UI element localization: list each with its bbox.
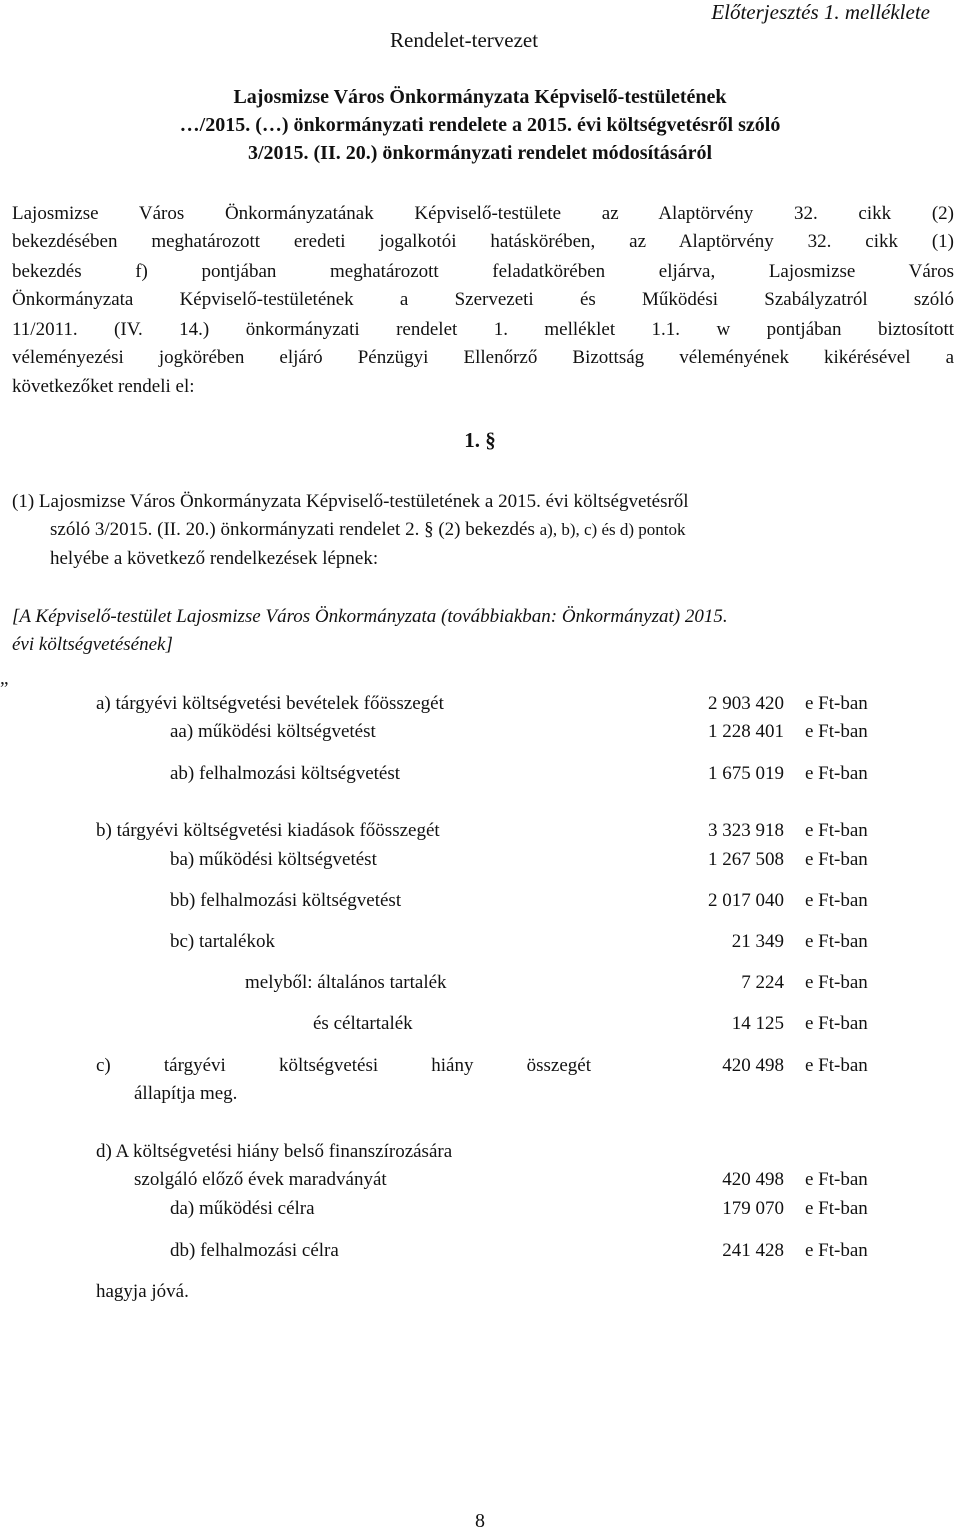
item-label-ba: ba) működési költségvetést bbox=[170, 849, 377, 870]
preamble-line-7: következőket rendeli el: bbox=[12, 376, 195, 397]
item-unit-ab: e Ft-ban bbox=[805, 763, 868, 784]
item-value-db: 241 428 bbox=[722, 1240, 784, 1261]
item-unit-aa: e Ft-ban bbox=[805, 721, 868, 742]
item-value-da: 179 070 bbox=[722, 1198, 784, 1219]
item-label-c: c) tárgyévi költségvetési hiány összegét bbox=[96, 1055, 591, 1076]
annex-label: Előterjesztés 1. melléklete bbox=[711, 0, 930, 24]
title-line-1: Lajosmizse Város Önkormányzata Képviselő-testületének bbox=[233, 86, 727, 108]
item-value-ab: 1 675 019 bbox=[708, 763, 784, 784]
item-value-general-reserve: 7 224 bbox=[741, 972, 784, 993]
item-unit-bb: e Ft-ban bbox=[805, 890, 868, 911]
item-label-general-reserve: melyből: általános tartalék bbox=[245, 972, 447, 993]
item-label-b: b) tárgyévi költségvetési kiadások főösszegét bbox=[96, 820, 440, 841]
preamble-line-2: bekezdésében meghatározott eredeti jogalkotói hatáskörében, az Alaptörvény 32. cikk (1) bbox=[12, 231, 954, 252]
item-label-c-cont: állapítja meg. bbox=[134, 1083, 238, 1104]
item-value-aa: 1 228 401 bbox=[708, 721, 784, 742]
item-value-target-reserve: 14 125 bbox=[731, 1013, 784, 1034]
amendment-line-2 bbox=[50, 516, 686, 544]
item-unit-d: e Ft-ban bbox=[805, 1169, 868, 1190]
item-unit-db: e Ft-ban bbox=[805, 1240, 868, 1261]
draft-label: Rendelet-tervezet bbox=[390, 28, 539, 52]
item-label-bb: bb) felhalmozási költségvetést bbox=[170, 890, 402, 911]
item-label-aa: aa) működési költségvetést bbox=[170, 721, 376, 742]
preamble-line-1: Lajosmizse Város Önkormányzatának Képviselő-testülete az Alaptörvény 32. cikk (2) bbox=[12, 203, 954, 224]
item-value-b: 3 323 918 bbox=[708, 820, 784, 841]
preamble-line-3: bekezdés f) pontjában meghatározott feladatkörében eljárva, Lajosmizse Város bbox=[12, 261, 954, 282]
amendment-line-3: helyébe a következő rendelkezések lépnek: bbox=[50, 548, 379, 569]
item-label-target-reserve: és céltartalék bbox=[313, 1013, 413, 1034]
item-label-d: d) A költségvetési hiány belső finanszírozására bbox=[96, 1141, 453, 1162]
opening-quote: „ bbox=[0, 668, 9, 689]
item-unit-a: e Ft-ban bbox=[805, 693, 868, 714]
item-unit-bc: e Ft-ban bbox=[805, 931, 868, 952]
item-unit-general-reserve: e Ft-ban bbox=[805, 972, 868, 993]
context-line-1: [A Képviselő-testület Lajosmizse Város Önkormányzata (továbbiakban: Önkormányzat) 2015. bbox=[12, 606, 728, 627]
item-unit-b: e Ft-ban bbox=[805, 820, 868, 841]
title-line-3: 3/2015. (II. 20.) önkormányzati rendelet módosításáról bbox=[247, 142, 713, 164]
item-label-bc: bc) tartalékok bbox=[170, 931, 275, 952]
amendment-line-2-text: szóló 3/2015. (II. 20.) önkormányzati rendelet 2. § (2) bekezdés bbox=[50, 519, 540, 540]
amendment-line-1: (1) Lajosmizse Város Önkormányzata Képviselő-testületének a 2015. évi költségvetésről bbox=[12, 491, 689, 512]
amendment-points: a), b), c) és d) pontok bbox=[539, 520, 686, 539]
item-unit-c: e Ft-ban bbox=[805, 1055, 868, 1076]
item-label-a: a) tárgyévi költségvetési bevételek főösszegét bbox=[96, 693, 444, 714]
item-label-da: da) működési célra bbox=[170, 1198, 315, 1219]
context-line-2: évi költségvetésének] bbox=[12, 634, 173, 655]
item-value-ba: 1 267 508 bbox=[708, 849, 784, 870]
item-label-db: db) felhalmozási célra bbox=[170, 1240, 339, 1261]
item-unit-da: e Ft-ban bbox=[805, 1198, 868, 1219]
closing-text: hagyja jóvá. bbox=[96, 1281, 189, 1302]
item-label-d-cont: szolgáló előző évek maradványát bbox=[134, 1169, 387, 1190]
title-line-2: …/2015. (…) önkormányzati rendelete a 2015. évi költségvetésről szóló bbox=[179, 114, 781, 136]
item-value-bb: 2 017 040 bbox=[708, 890, 784, 911]
item-value-bc: 21 349 bbox=[731, 931, 784, 952]
page-number: 8 bbox=[475, 1510, 485, 1532]
preamble-line-5: 11/2011. (IV. 14.) önkormányzati rendelet 1. melléklet 1.1. w pontjában biztosított bbox=[12, 319, 954, 340]
item-value-c: 420 498 bbox=[722, 1055, 784, 1076]
preamble-line-6: véleményezési jogkörében eljáró Pénzügyi Ellenőrző Bizottság véleményének kikérésével a bbox=[12, 347, 954, 368]
section-title: 1. § bbox=[464, 428, 496, 452]
preamble-line-4: Önkormányzata Képviselő-testületének a Szervezeti és Működési Szabályzatról szóló bbox=[12, 289, 954, 310]
item-value-a: 2 903 420 bbox=[708, 693, 784, 714]
item-value-d: 420 498 bbox=[722, 1169, 784, 1190]
item-label-ab: ab) felhalmozási költségvetést bbox=[170, 763, 401, 784]
item-unit-ba: e Ft-ban bbox=[805, 849, 868, 870]
item-unit-target-reserve: e Ft-ban bbox=[805, 1013, 868, 1034]
